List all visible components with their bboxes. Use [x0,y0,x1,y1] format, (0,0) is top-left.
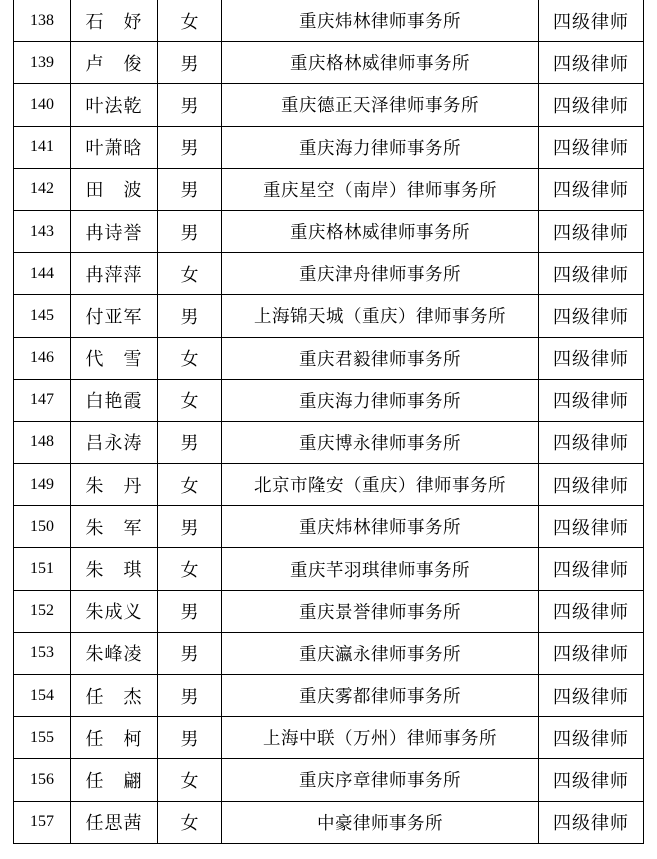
table-row [14,675,644,717]
lawyer-roster-sheet [13,0,643,844]
law-firm: 中豪律师事务所 [222,801,539,843]
lawyer-gender: 男 [158,506,222,548]
lawyer-name: 任思茜 [71,801,158,843]
lawyer-name: 冉萍萍 [71,253,158,295]
table-row [14,421,644,463]
table-row [14,548,644,590]
table-row [14,84,644,126]
row-number: 144 [14,253,71,295]
row-number: 149 [14,464,71,506]
lawyer-level: 四级律师 [539,0,644,42]
law-firm: 重庆格林威律师事务所 [222,42,539,84]
row-number: 152 [14,590,71,632]
row-number: 155 [14,717,71,759]
lawyer-name: 白艳霞 [71,379,158,421]
table-row [14,717,644,759]
table-row [14,210,644,252]
row-number: 151 [14,548,71,590]
lawyer-roster-table [13,0,644,844]
lawyer-level: 四级律师 [539,337,644,379]
lawyer-name: 代 雪 [71,337,158,379]
law-firm: 重庆博永律师事务所 [222,421,539,463]
table-row [14,126,644,168]
lawyer-level: 四级律师 [539,464,644,506]
law-firm: 上海锦天城（重庆）律师事务所 [222,295,539,337]
row-number: 147 [14,379,71,421]
lawyer-name: 石 妤 [71,0,158,42]
law-firm: 重庆海力律师事务所 [222,126,539,168]
lawyer-gender: 男 [158,168,222,210]
law-firm: 重庆炜林律师事务所 [222,506,539,548]
table-row [14,295,644,337]
lawyer-gender: 女 [158,464,222,506]
lawyer-gender: 女 [158,253,222,295]
table-row [14,168,644,210]
lawyer-name: 任 杰 [71,675,158,717]
lawyer-name: 田 波 [71,168,158,210]
lawyer-name: 叶法乾 [71,84,158,126]
table-row [14,379,644,421]
lawyer-name: 朱 军 [71,506,158,548]
lawyer-name: 冉诗誉 [71,210,158,252]
lawyer-gender: 男 [158,295,222,337]
row-number: 145 [14,295,71,337]
row-number: 146 [14,337,71,379]
lawyer-gender: 女 [158,337,222,379]
lawyer-level: 四级律师 [539,548,644,590]
law-firm: 重庆瀛永律师事务所 [222,632,539,674]
lawyer-gender: 男 [158,421,222,463]
table-row [14,801,644,843]
lawyer-name: 朱峰凌 [71,632,158,674]
row-number: 153 [14,632,71,674]
table-row [14,632,644,674]
lawyer-name: 卢 俊 [71,42,158,84]
table-row [14,759,644,801]
lawyer-gender: 男 [158,632,222,674]
lawyer-gender: 女 [158,0,222,42]
lawyer-level: 四级律师 [539,506,644,548]
law-firm: 重庆雾都律师事务所 [222,675,539,717]
law-firm: 重庆星空（南岸）律师事务所 [222,168,539,210]
table-row [14,506,644,548]
lawyer-gender: 男 [158,590,222,632]
row-number: 156 [14,759,71,801]
lawyer-gender: 男 [158,210,222,252]
lawyer-gender: 男 [158,84,222,126]
lawyer-level: 四级律师 [539,759,644,801]
lawyer-level: 四级律师 [539,253,644,295]
law-firm: 重庆芊羽琪律师事务所 [222,548,539,590]
lawyer-level: 四级律师 [539,632,644,674]
lawyer-level: 四级律师 [539,295,644,337]
lawyer-level: 四级律师 [539,126,644,168]
lawyer-level: 四级律师 [539,421,644,463]
row-number: 140 [14,84,71,126]
row-number: 142 [14,168,71,210]
law-firm: 重庆德正天泽律师事务所 [222,84,539,126]
law-firm: 重庆炜林律师事务所 [222,0,539,42]
law-firm: 重庆景誉律师事务所 [222,590,539,632]
row-number: 157 [14,801,71,843]
roster-body [14,0,644,843]
table-row [14,253,644,295]
row-number: 150 [14,506,71,548]
lawyer-name: 叶萧晗 [71,126,158,168]
law-firm: 重庆序章律师事务所 [222,759,539,801]
lawyer-gender: 女 [158,759,222,801]
lawyer-name: 任 柯 [71,717,158,759]
table-row [14,590,644,632]
lawyer-gender: 男 [158,675,222,717]
lawyer-gender: 男 [158,126,222,168]
row-number: 143 [14,210,71,252]
lawyer-level: 四级律师 [539,210,644,252]
table-row [14,464,644,506]
lawyer-gender: 女 [158,379,222,421]
lawyer-gender: 男 [158,717,222,759]
law-firm: 重庆君毅律师事务所 [222,337,539,379]
lawyer-gender: 男 [158,42,222,84]
law-firm: 重庆津舟律师事务所 [222,253,539,295]
lawyer-level: 四级律师 [539,801,644,843]
table-row [14,337,644,379]
lawyer-level: 四级律师 [539,42,644,84]
lawyer-level: 四级律师 [539,379,644,421]
row-number: 141 [14,126,71,168]
lawyer-name: 朱 琪 [71,548,158,590]
lawyer-gender: 女 [158,801,222,843]
lawyer-name: 付亚军 [71,295,158,337]
row-number: 154 [14,675,71,717]
lawyer-name: 朱 丹 [71,464,158,506]
table-row [14,42,644,84]
lawyer-level: 四级律师 [539,84,644,126]
lawyer-name: 朱成义 [71,590,158,632]
lawyer-level: 四级律师 [539,675,644,717]
table-row [14,0,644,42]
law-firm: 重庆格林威律师事务所 [222,210,539,252]
law-firm: 上海中联（万州）律师事务所 [222,717,539,759]
lawyer-level: 四级律师 [539,590,644,632]
law-firm: 北京市隆安（重庆）律师事务所 [222,464,539,506]
lawyer-name: 任 翩 [71,759,158,801]
row-number: 139 [14,42,71,84]
lawyer-gender: 女 [158,548,222,590]
lawyer-name: 吕永涛 [71,421,158,463]
row-number: 148 [14,421,71,463]
law-firm: 重庆海力律师事务所 [222,379,539,421]
lawyer-level: 四级律师 [539,168,644,210]
lawyer-level: 四级律师 [539,717,644,759]
row-number: 138 [14,0,71,42]
